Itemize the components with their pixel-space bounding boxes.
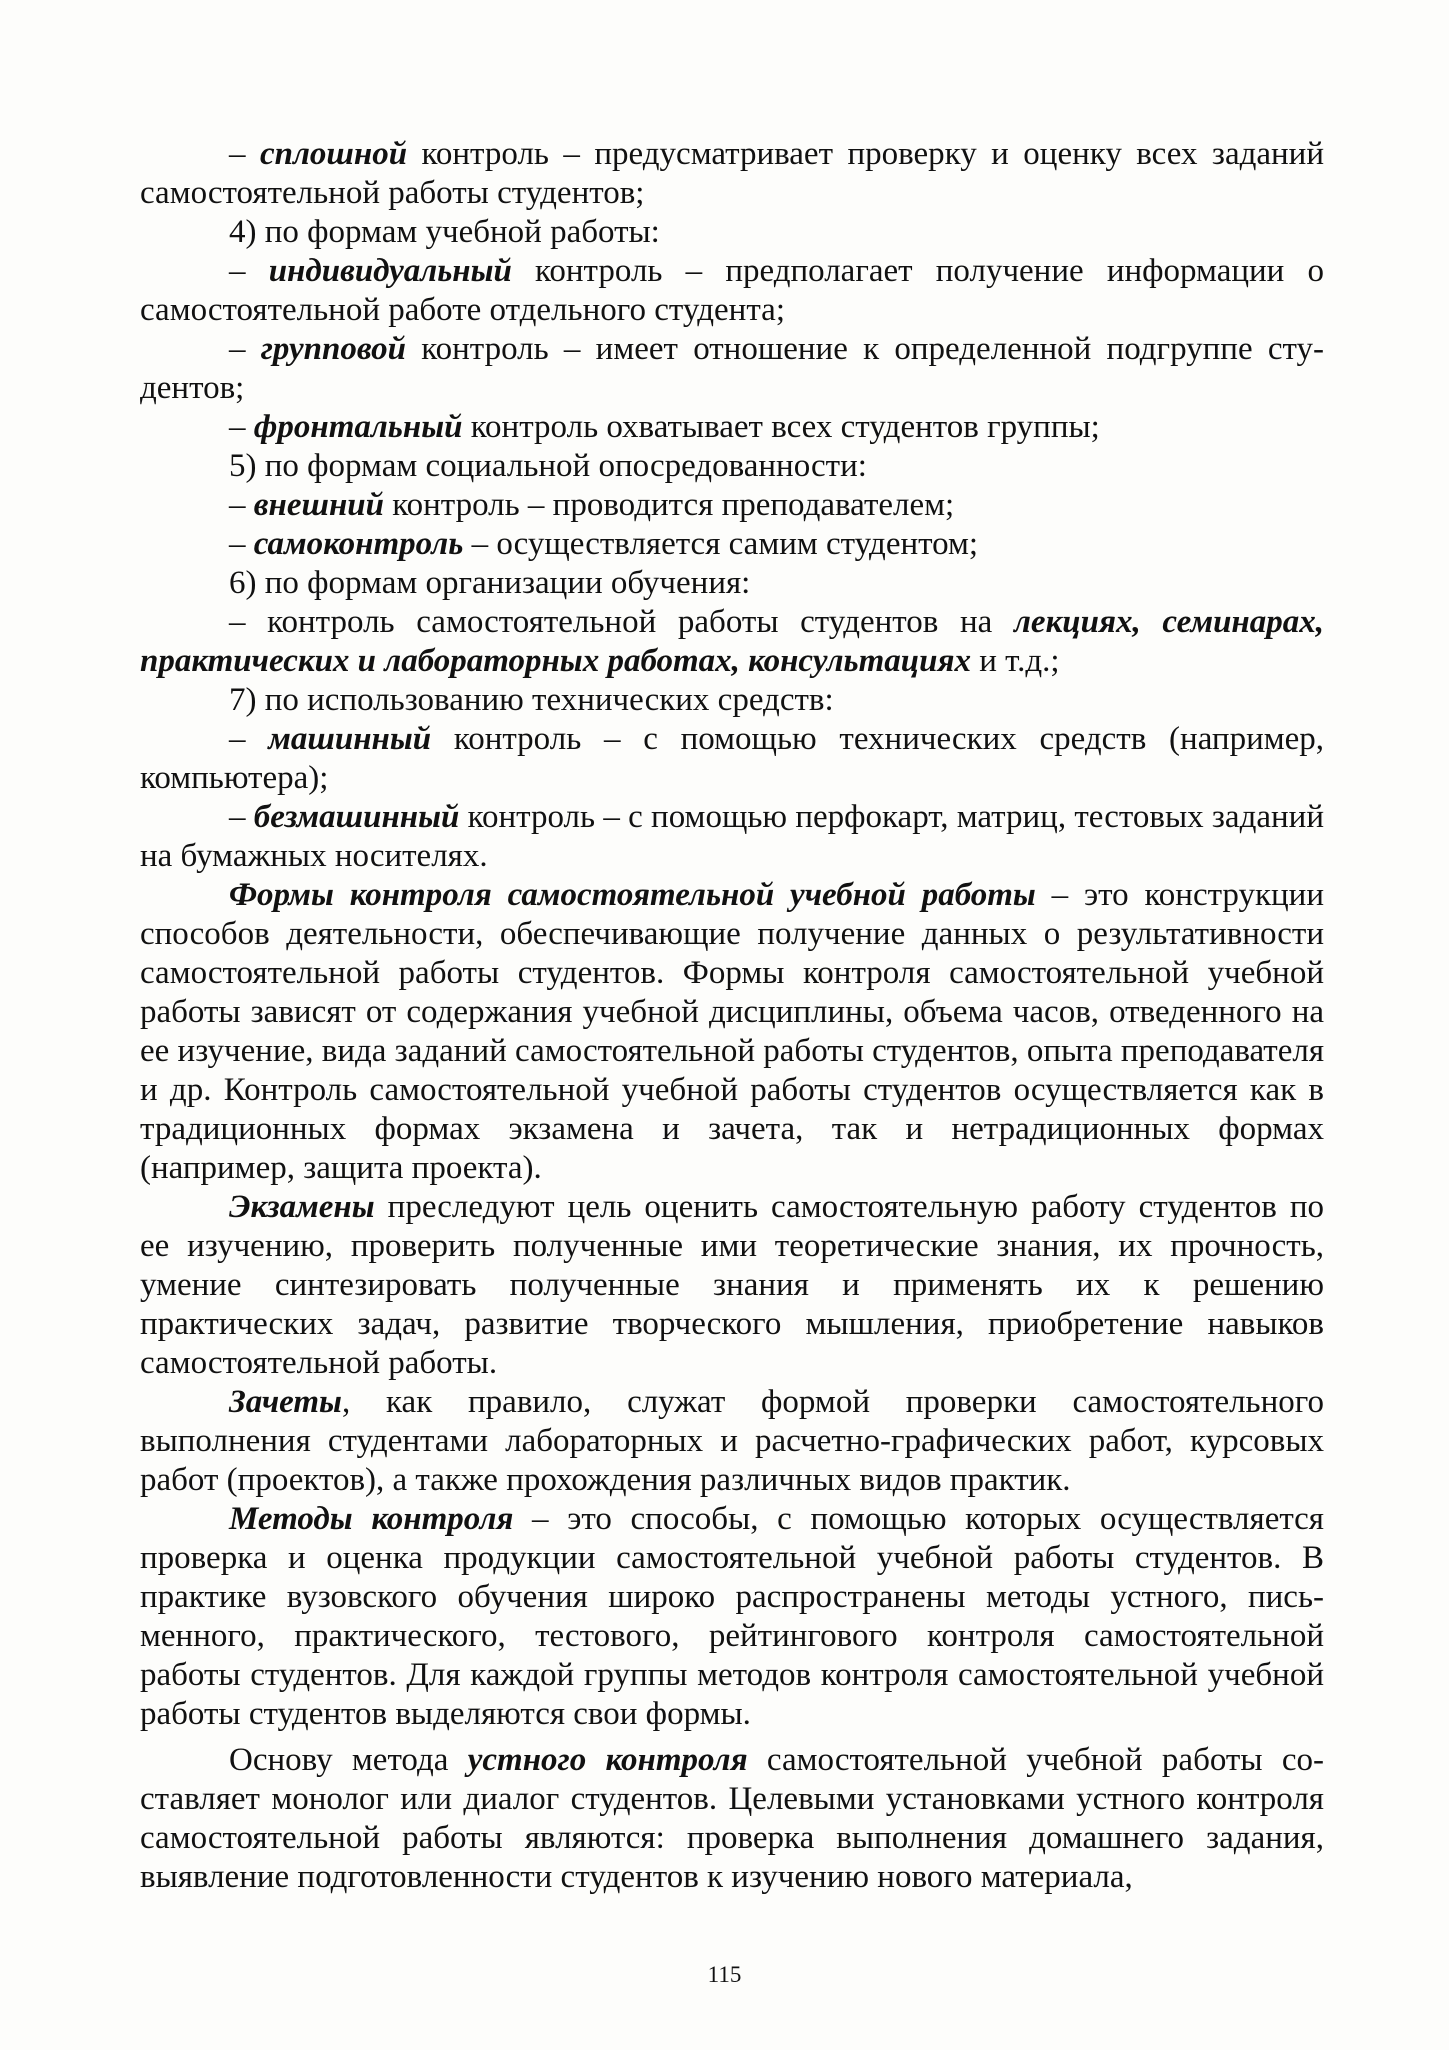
term-machine: машинный — [268, 721, 432, 757]
term-control-forms: Формы контроля самостоятельной учебной работы — [229, 877, 1036, 913]
body-text — [140, 135, 1324, 1897]
paragraph-oral-control: Основу метода устного контроля самостоятельной учебной работы составляет монолог или диалог студентов. Целевыми установками устного контроля самостоятельной работы являются: проверка выполнения домашнего задания, выявление подготовленности студентов к изучению нового материала, — [140, 1742, 1324, 1895]
term-individual: индивидуальный — [268, 253, 512, 289]
paragraph-machine-control: – машинный контроль – с помощью технических средств (например, компьютера); — [140, 721, 1325, 796]
term-exams: Экзамены — [229, 1189, 375, 1225]
term-oral-control: устного контроля — [467, 1742, 748, 1778]
paragraph-machineless-control: – безмашинный контроль – с помощью перфокарт, матриц, тестовых заданий на бумажных носителях. — [140, 799, 1324, 874]
term-control-methods: Методы контроля — [229, 1501, 514, 1537]
term-continuous: сплошной — [259, 136, 408, 172]
term-credits: Зачеты — [229, 1384, 342, 1420]
paragraph-external-control: – внешний контроль – проводится преподавателем; — [229, 487, 955, 523]
paragraph-by-technical-means: 7) по использованию технических средств: — [229, 682, 834, 718]
page-number: 115 — [707, 1962, 742, 1987]
paragraph-by-work-forms: 4) по формам учебной работы: — [229, 214, 660, 250]
paragraph-frontal-control: – фронтальный контроль охватывает всех студентов группы; — [229, 409, 1100, 445]
paragraph-group-control: – групповой контроль – имеет отношение к определенной подгруппе студентов; — [140, 331, 1324, 406]
paragraph-self-control: – самоконтроль – осуществляется самим студентом; — [229, 526, 979, 562]
term-frontal: фронтальный — [253, 409, 463, 445]
paragraph-individual-control: – индивидуальный контроль – предполагает получение информации о самостоятельной работе отдельного студента; — [140, 253, 1324, 328]
paragraph-control-forms: Формы контроля самостоятельной учебной работы – это конструкции способов деятельности, обеспечивающие получение данных о результативности самостоятельной работы студентов. Формы контроля самостоятельной учебной работы зависят от содержания учебной дисциплины, объема часов, отведенного на ее изучение, вида заданий самостоятельной работы студентов, опыта преподавателя и др. Контроль самостоятельной учебной работы студентов осуществляется как в традиционных формах экзамена и зачета, так и нетрадиционных формах (например, защита проекта). — [140, 877, 1325, 1186]
term-self-control: самоконтроль — [253, 526, 464, 562]
paragraph-continuous-control: – сплошной контроль – предусматривает проверку и оценку всех заданий самостоятельной работы студентов; — [140, 136, 1325, 211]
paragraph-exams: Экзамены преследуют цель оценить самостоятельную работу студентов по ее изучению, проверить полученные ими теоретические знания, их прочность, умение синтезировать полученные знания и применять их к решению практических задач, развитие творческого мышления, приобретение навыков самостоятельной работы. — [140, 1189, 1324, 1381]
paragraph-control-methods: Методы контроля – это способы, с помощью которых осуществляется проверка и оценка продукции самостоятельной учебной работы студентов. В практике вузовского обучения широко распространены методы устного, письменного, практического, тестового, рейтингового контроля самостоятельной работы студентов. Для каждой группы методов контроля самостоятельной учебной работы студентов выделяются свои формы. — [140, 1501, 1324, 1732]
paragraph-credits: Зачеты, как правило, служат формой проверки самостоятельного выполнения студентами лабораторных и расчетно-графических работ, курсовых работ (проектов), а также прохождения различных видов практик. — [140, 1384, 1324, 1498]
paragraph-lecture-control: – контроль самостоятельной работы студентов на лекциях, семинарах, практических и лабораторных работах, консультациях и т.д.; — [140, 604, 1324, 679]
paragraph-by-social-forms: 5) по формам социальной опосредованности: — [229, 448, 867, 484]
term-machineless: безмашинный — [253, 799, 460, 835]
term-group: групповой — [260, 331, 407, 367]
term-external: внешний — [253, 487, 384, 523]
paragraph-by-organization-forms: 6) по формам организации обучения: — [229, 565, 751, 601]
term-lecture-forms: лекциях, семинарах, практических и лабораторных работах, консультациях — [140, 604, 1324, 679]
